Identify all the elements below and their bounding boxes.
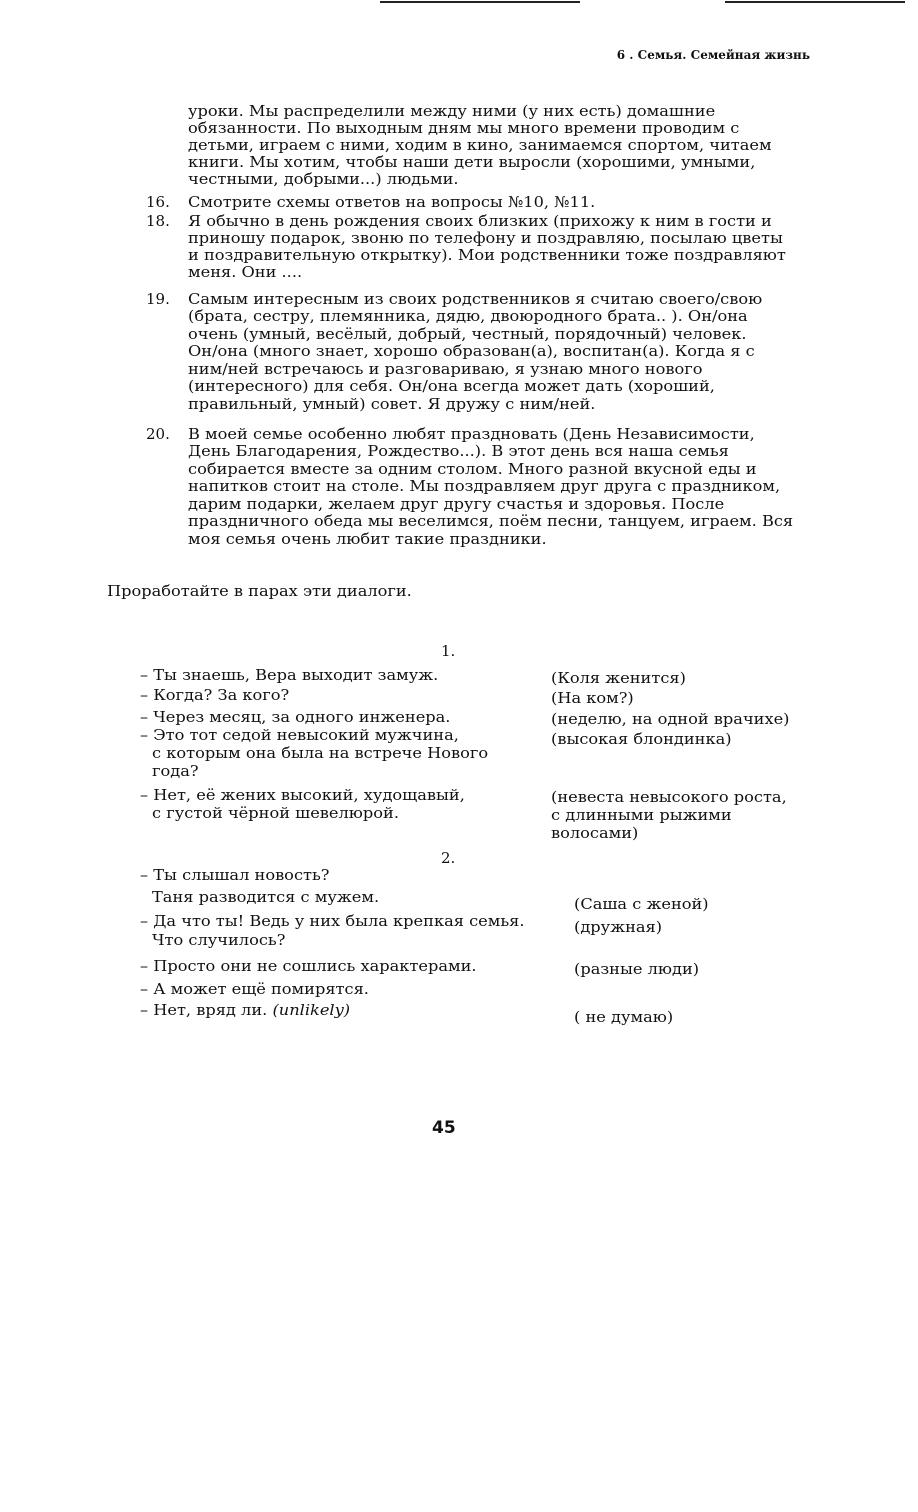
item-line: собирается вместе за одним столом. Много разной вкусной еды и (188, 460, 757, 478)
dialog-line: с которым она была на встрече Нового (152, 744, 489, 762)
dialog-line: – А может ещё помирятся. (140, 980, 369, 998)
page-number: 45 (432, 1118, 456, 1138)
item-line: меня. Они .... (188, 263, 303, 281)
english-gloss: (unlikely) (272, 1001, 351, 1019)
item-line: Смотрите схемы ответов на вопросы №10, №11. (188, 193, 596, 211)
dialog-line: – Нет, вряд ли. (unlikely) (140, 1001, 351, 1019)
item-line: Самым интересным из своих родственников я считаю своего/свою (188, 290, 763, 308)
dialog-line: – Ты слышал новость? (140, 866, 330, 884)
item-line: День Благодарения, Рождество...). В этот день вся наша семья (188, 442, 729, 460)
dialog-line: – Через месяц, за одного инженера. (140, 708, 451, 726)
item-line: праздничного обеда мы веселимся, поём песни, танцуем, играем. Вся (188, 512, 794, 530)
dialog-line: – Просто они не сошлись характерами. (140, 957, 477, 975)
dialog-number: 2. (441, 849, 456, 867)
item-line: В моей семье особенно любят праздновать (День Независимости, (188, 425, 755, 443)
paragraph-line: обязанности. По выходным дням мы много времени проводим с (188, 119, 740, 137)
dialog-line: – Это тот седой невысокий мужчина, (140, 726, 459, 744)
item-line: (брата, сестру, племянника, дядю, двоюродного брата.. ). Он/она (188, 307, 748, 325)
dialog-substitution: (невеста невысокого роста, (551, 788, 787, 806)
dialog-number: 1. (441, 642, 456, 660)
dialog-substitution: ( не думаю) (574, 1008, 674, 1026)
dialog-line: Что случилось? (152, 931, 286, 949)
dialog-line: – Да что ты! Ведь у них была крепкая семья. (140, 912, 525, 930)
paragraph-line: уроки. Мы распределили между ними (у них есть) домашние (188, 102, 716, 120)
item-line: очень (умный, весёлый, добрый, честный, порядочный) человек. (188, 325, 747, 343)
item-line: правильный, умный) совет. Я дружу с ним/ней. (188, 395, 596, 413)
paragraph-line: детьми, играем с ними, ходим в кино, занимаемся спортом, читаем (188, 136, 772, 154)
dialog-substitution: волосами) (551, 824, 639, 842)
paragraph-line: книги. Мы хотим, чтобы наши дети выросли (хорошими, умными, (188, 153, 756, 171)
dialog-line: – Нет, её жених высокий, худощавый, (140, 786, 465, 804)
dialog-line: Таня разводится с мужем. (152, 888, 380, 906)
dialog-substitution: (разные люди) (574, 960, 700, 978)
item-line: Он/она (много знает, хорошо образован(а), воспитан(а). Когда я с (188, 342, 755, 360)
paragraph-line: честными, добрыми...) людьми. (188, 170, 459, 188)
dialog-line: – Ты знаешь, Вера выходит замуж. (140, 666, 439, 684)
dialog-substitution: (высокая блондинка) (551, 730, 732, 748)
top-rule-left (380, 1, 580, 3)
item-line: (интересного) для себя. Он/она всегда может дать (хороший, (188, 377, 715, 395)
dialog-substitution: (Коля женится) (551, 669, 686, 687)
dialog-substitution: (На ком?) (551, 689, 634, 707)
item-line: моя семья очень любит такие праздники. (188, 530, 547, 548)
item-line: дарим подарки, желаем друг другу счастья и здоровья. После (188, 495, 725, 513)
running-header: 6 . Семья. Семейная жизнь (616, 48, 810, 62)
item-line: Я обычно в день рождения своих близких (прихожу к ним в гости и (188, 212, 772, 230)
dialog-substitution: с длинными рыжими (551, 806, 732, 824)
item-line: приношу подарок, звоню по телефону и поздравляю, посылаю цветы (188, 229, 783, 247)
item-number: 16. (146, 193, 170, 211)
dialog-substitution: (дружная) (574, 918, 663, 936)
item-line: ним/ней встречаюсь и разговариваю, я узнаю много нового (188, 360, 703, 378)
item-number: 20. (146, 425, 170, 443)
item-line: и поздравительную открытку). Мои родственники тоже поздравляют (188, 246, 786, 264)
dialog-substitution: (неделю, на одной врачихе) (551, 710, 790, 728)
dialog-line: – Когда? За кого? (140, 686, 290, 704)
instruction-text: Проработайте в парах эти диалоги. (107, 582, 412, 600)
dialog-line: года? (152, 762, 199, 780)
item-number: 19. (146, 290, 170, 308)
dialog-line: с густой чёрной шевелюрой. (152, 804, 399, 822)
dialog-substitution: (Саша с женой) (574, 895, 709, 913)
item-line: напитков стоит на столе. Мы поздравляем друг друга с праздником, (188, 477, 781, 495)
item-number: 18. (146, 212, 170, 230)
top-rule-right (725, 1, 905, 3)
